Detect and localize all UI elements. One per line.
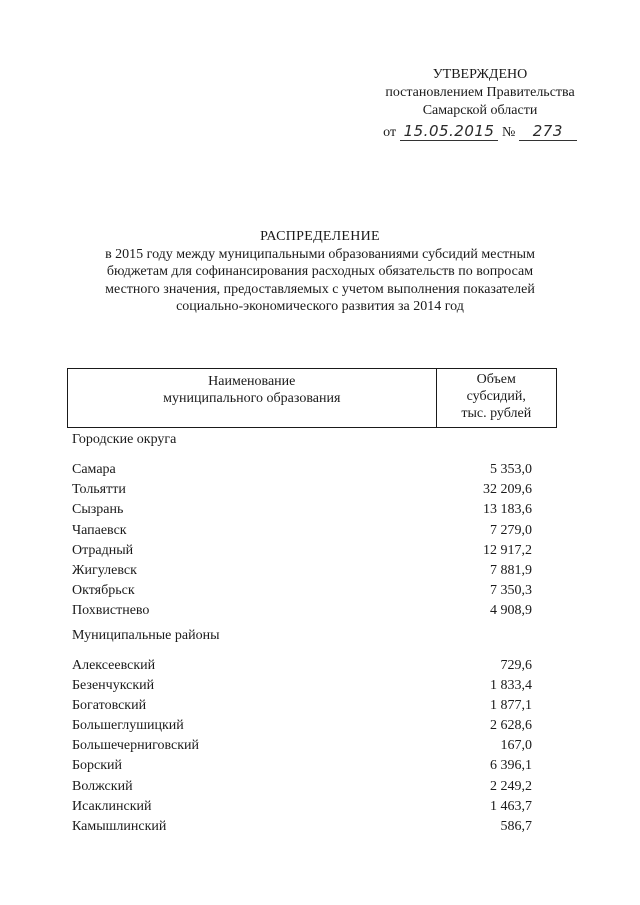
row-name: Сызрань xyxy=(72,502,124,518)
row-value: 7 279,0 xyxy=(490,522,532,538)
approval-date: 15.05.2015 xyxy=(400,122,499,141)
row-name: Большеглушицкий xyxy=(72,718,184,734)
approval-line-2: Самарской области xyxy=(422,103,538,118)
table-row xyxy=(72,521,532,541)
row-value: 13 183,6 xyxy=(483,502,532,518)
row-name: Самара xyxy=(72,462,116,477)
row-name: Большечерниговский xyxy=(72,738,200,754)
approval-number-sign: № xyxy=(501,125,516,140)
table-row xyxy=(72,561,532,581)
row-value: 1 833,4 xyxy=(490,677,532,693)
row-value: 586,7 xyxy=(500,819,532,834)
row-name: Жигулевск xyxy=(72,562,137,578)
row-value: 1 463,7 xyxy=(490,798,532,814)
table-row xyxy=(72,736,532,756)
table-row xyxy=(72,756,532,776)
row-value: 5 353,0 xyxy=(490,462,532,477)
row-name: Тольятти xyxy=(72,482,126,498)
row-name: Безенчукский xyxy=(72,677,155,693)
row-name: Камышлинский xyxy=(72,819,167,834)
row-value: 12 917,2 xyxy=(483,542,532,558)
row-value: 1 877,1 xyxy=(490,697,532,713)
row-value: 7 881,9 xyxy=(490,562,532,578)
row-name: Волжский xyxy=(72,778,133,794)
table-row xyxy=(72,480,532,500)
row-name: Отрадный xyxy=(72,542,134,558)
table-row xyxy=(72,777,532,797)
row-value: 6 396,1 xyxy=(490,758,532,774)
row-name: Похвистнево xyxy=(72,603,150,619)
document-subtitle-line: местного значения, предоставляемых с учетом выполнения показателей xyxy=(105,281,535,297)
table-row xyxy=(72,581,532,601)
row-value: 7 350,3 xyxy=(490,583,532,599)
table-row xyxy=(72,716,532,736)
document-subtitle-line: бюджетам для софинансирования расходных обязательств по вопросам xyxy=(106,264,534,279)
document-heading xyxy=(40,228,600,316)
section-title: Муниципальные районы xyxy=(72,627,220,643)
approval-number: 273 xyxy=(519,122,577,141)
column-header-volume: Объем субсидий, тыс. рублей xyxy=(436,369,556,428)
approval-line-1: постановлением Правительства xyxy=(385,85,575,100)
table-row xyxy=(72,696,532,716)
row-value: 2 628,6 xyxy=(490,718,532,734)
table-header xyxy=(67,368,557,428)
table-row xyxy=(72,601,532,621)
column-header-name: Наименование муниципального образования xyxy=(68,369,437,428)
section-title: Городские округа xyxy=(72,432,177,447)
table-row xyxy=(72,676,532,696)
row-value: 167,0 xyxy=(500,738,532,754)
approval-from-label: от xyxy=(383,125,397,140)
approval-date-line xyxy=(340,122,620,142)
row-name: Октябрьск xyxy=(72,583,135,599)
table-row xyxy=(72,460,532,480)
row-name: Алексеевский xyxy=(72,657,156,673)
document-title: РАСПРЕДЕЛЕНИЕ xyxy=(260,229,380,244)
table-row xyxy=(72,656,532,676)
approval-title: УТВЕРЖДЕНО xyxy=(432,67,528,82)
row-name: Чапаевск xyxy=(72,522,127,538)
row-value: 729,6 xyxy=(500,657,532,673)
row-value: 2 249,2 xyxy=(490,778,532,794)
row-name: Исаклинский xyxy=(72,798,152,814)
approval-block xyxy=(340,66,620,142)
document-subtitle-line: социально-экономического развития за 2014 год xyxy=(176,299,464,314)
row-name: Богатовский xyxy=(72,697,147,713)
table-row xyxy=(72,500,532,520)
table-row xyxy=(72,817,532,837)
row-value: 32 209,6 xyxy=(483,482,532,498)
table-body xyxy=(72,430,532,837)
row-value: 4 908,9 xyxy=(490,603,532,619)
table-row xyxy=(72,797,532,817)
document-subtitle-line: в 2015 году между муниципальными образованиями субсидий местным xyxy=(105,246,535,262)
table-row xyxy=(72,541,532,561)
row-name: Борский xyxy=(72,758,123,774)
